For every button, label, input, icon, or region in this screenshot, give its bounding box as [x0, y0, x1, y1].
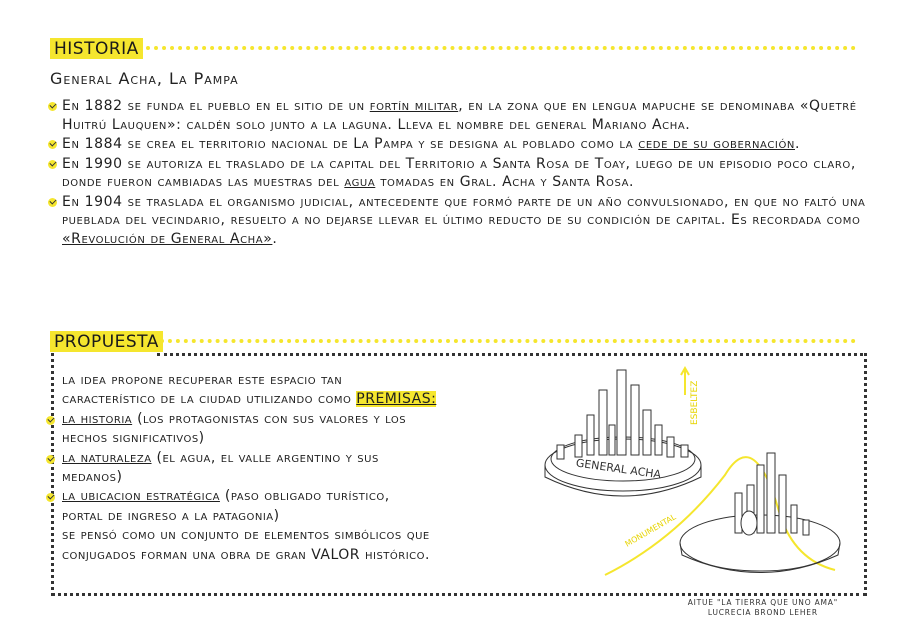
closing-line-2: conjugados forman una obra de gran VALOR histórico. [62, 546, 430, 563]
historia-item-1904: En 1904 se traslada el organismo judicial, antecedente que formó parte de un año convulsionado, en que no faltó una pueblada del vecindario, resuelto a no dejarse llevar el último reducto de su condición de capital. Es recordada como «Revolución de General Acha». [48, 193, 868, 249]
monument-sketch-illustration [535, 365, 855, 595]
intro-line-1: la idea propone recuperar este espacio tan [62, 372, 343, 388]
check-bullet-icon [46, 455, 55, 464]
link-cede-gobernacion: cede de su gobernación [638, 136, 795, 152]
historia-item-1990: En 1990 se autoriza el traslado de la capital del Territorio a Santa Rosa de Toay, luego de un episodio poco claro, donde fueron cambiadas las muestras del agua tomadas en Gral. Acha y Santa Rosa. [48, 155, 868, 192]
propuesta-text [48, 371, 518, 565]
check-bullet-icon [48, 160, 57, 169]
historia-tag: HISTORIA [50, 38, 143, 59]
link-fortin-militar: fortín militar [369, 98, 459, 114]
intro-line-2: característico de la ciudad utilizando como PREMISAS: [62, 391, 437, 408]
left-columns [557, 370, 688, 459]
link-agua: agua [344, 174, 376, 190]
caption-title: AITUE "LA TIERRA QUE UNO AMA" [687, 598, 838, 607]
premisa-historia-cont: hechos significativos) [62, 430, 205, 447]
historia-item-1882: En 1882 se funda el pueblo en el sitio de un fortín militar, en la zona que en lengua mapuche se denominaba «Quetré Huitrú Lauquen»: caldén solo junto a la laguna. Lleva el nombre del general Mariano Acha. [48, 97, 868, 134]
propuesta-frame-top [157, 353, 863, 356]
check-bullet-icon [46, 416, 55, 425]
link-revolucion: «Revolución de General Acha» [62, 230, 273, 247]
premisas-highlight: PREMISAS: [356, 391, 437, 408]
check-bullet-icon [46, 493, 55, 502]
premisa-historia: la historia (los protagonistas con sus valores y los [48, 410, 518, 429]
closing-line-1: se pensó como un conjunto de elementos simbólicos que [62, 527, 430, 544]
premisa-ubicacion-cont: portal de ingreso a la patagonia) [62, 507, 280, 524]
premisa-ubicacion: la ubicacion estratégica (paso obligado turístico, [48, 487, 518, 506]
check-bullet-icon [48, 140, 57, 149]
right-base-rim [680, 543, 840, 573]
check-bullet-icon [48, 102, 57, 111]
propuesta-dotted-rule [160, 339, 856, 343]
monumental-label: MONUMENTAL [623, 512, 678, 549]
ring-text: GENERAL ACHA [575, 456, 662, 482]
historia-dotted-rule [146, 46, 856, 50]
premisa-naturaleza: la naturaleza (el agua, el valle argentino y sus [48, 449, 518, 468]
propuesta-tag: PROPUESTA [50, 331, 163, 352]
caption-author: LUCRECIA BROND LEHER [707, 608, 818, 617]
esbeltez-label: ESBELTEZ [690, 380, 700, 425]
historia-item-1884: En 1884 se crea el territorio nacional de La Pampa y se designa al poblado como la cede de su gobernación. [48, 135, 868, 154]
historia-list [48, 97, 868, 248]
location-subtitle: General Acha, La Pampa [50, 69, 239, 88]
ring-sculpture [741, 511, 757, 535]
check-bullet-icon [48, 198, 57, 207]
premisa-naturaleza-cont: medanos) [62, 469, 123, 486]
illustration-caption [688, 598, 838, 618]
